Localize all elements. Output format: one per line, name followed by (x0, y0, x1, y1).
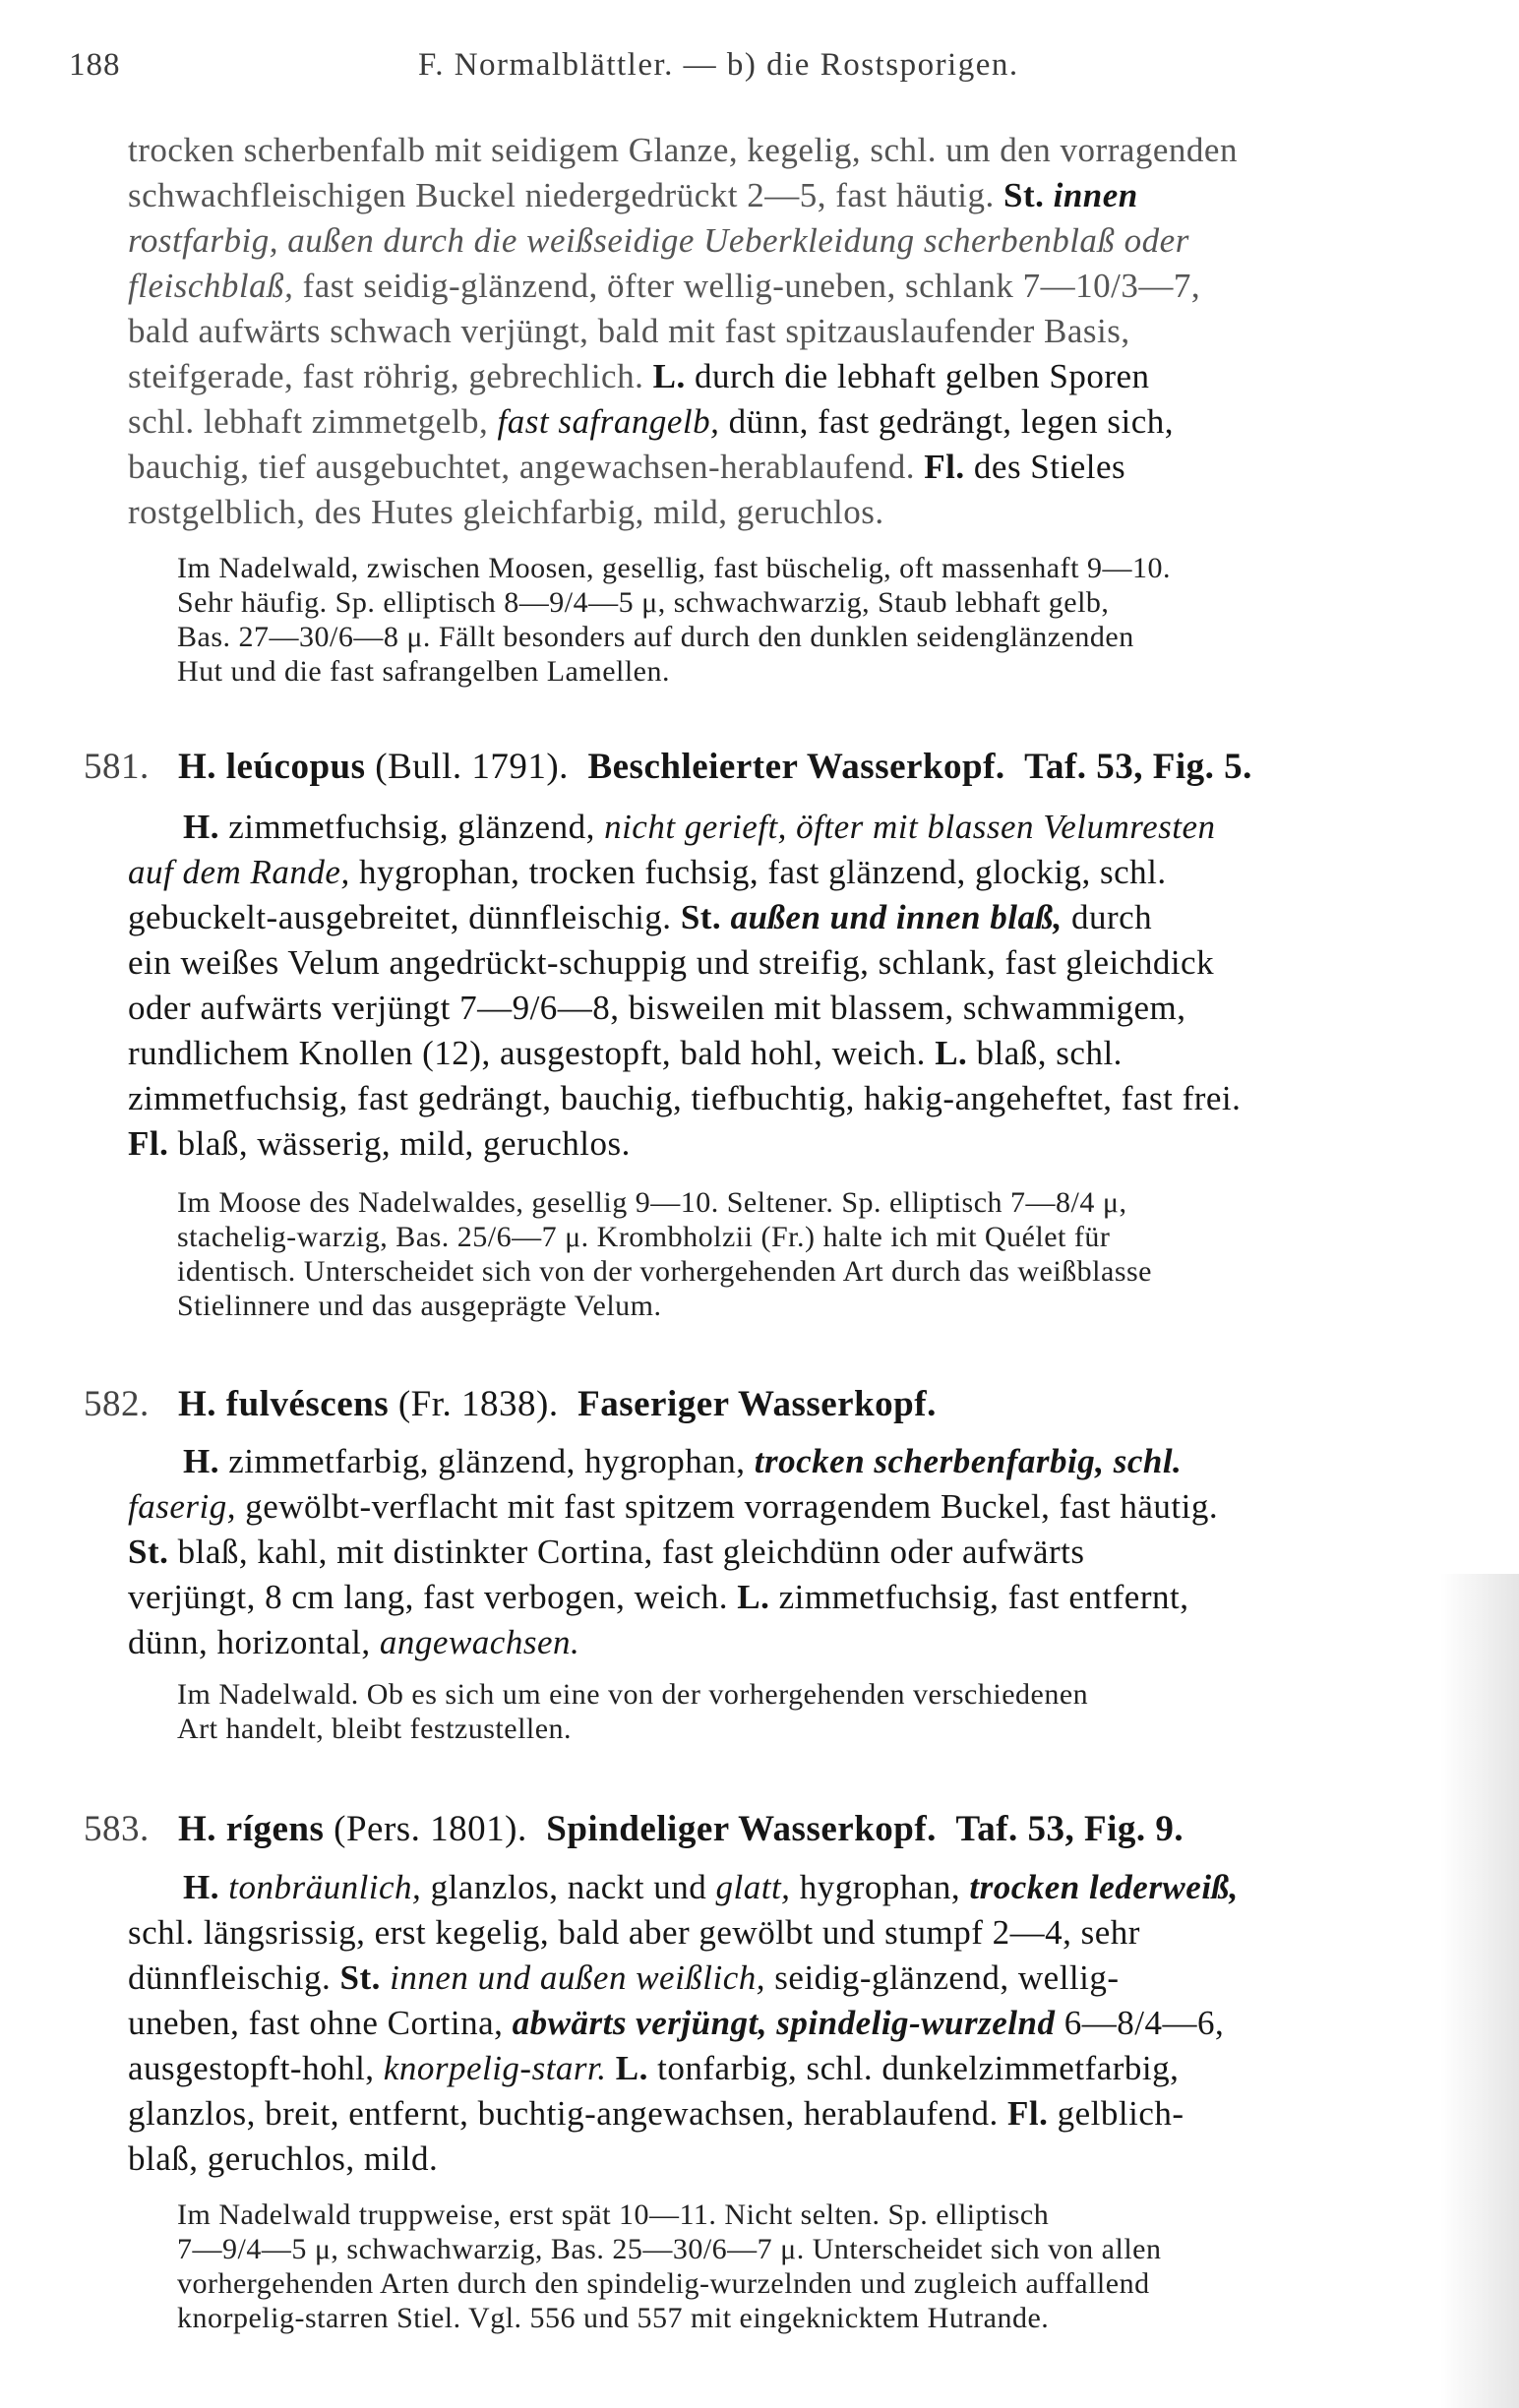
species-description-582: H. zimmetfarbig, glänzend, hygrophan, trocken scherbenfarbig, schl. faserig, gewölbt-verflacht mit fast spitzem vorragendem Buckel, fast häutig. St. blaß, kahl, mit distinkter Cortina, fast gleichdünn oder aufwärts verjüngt, 8 cm lang, fast verbogen, weich. L. zimmetfuchsig, fast entfernt, dünn, horizontal, angewachsen. (128, 1442, 1219, 1661)
species-author: (Bull. 1791). (375, 747, 569, 787)
species-author: (Fr. 1838). (397, 1384, 559, 1424)
continued-description (128, 128, 1461, 535)
text-line: rostfarbig, außen durch die weißseidige Ueberkleidung scherbenblaß oder (128, 221, 1189, 260)
habitat-note-583: Im Nadelwald truppweise, erst spät 10—11. Nicht selten. Sp. elliptisch 7—9/4—5 μ, schwachwarzig, Bas. 25—30/6—7 μ. Unterscheidet sich von allen vorhergehenden Arten durch den spindelig-wurzelnden und zugleich auffallend knorpelig-starren Stiel. Vgl. 556 und 557 mit eingeknicktem Hutrande. (177, 2198, 1162, 2334)
habitat-note-582: Im Nadelwald. Ob es sich um eine von der vorhergehenden verschiedenen Art handelt, bleibt festzustellen. (177, 1678, 1089, 1745)
entry-number: 582. (84, 1384, 150, 1424)
text-line: steifgerade, fast röhrig, gebrechlich. L. durch die lebhaft gelben Sporen (128, 357, 1150, 395)
note-line: Sehr häufig. Sp. elliptisch 8—9/4—5 μ, schwachwarzig, Staub lebhaft gelb, (177, 586, 1110, 619)
species-name: H. fulvéscens (178, 1384, 390, 1424)
text-line: schl. lebhaft zimmetgelb, fast safrangelb, dünn, fast gedrängt, legen sich, (128, 402, 1174, 441)
habitat-note-581: Im Moose des Nadelwaldes, gesellig 9—10. Seltener. Sp. elliptisch 7—8/4 μ, stachelig-warzig, Bas. 25/6—7 μ. Krombholzii (Fr.) halte ich mit Quélet für identisch. Unterscheidet sich von der vorhergehenden Art durch das weißblasse Stielinnere und das ausgeprägte Velum. (177, 1186, 1152, 1322)
note-line: Im Nadelwald, zwischen Moosen, gesellig, fast büschelig, oft massenhaft 9—10. (177, 552, 1171, 584)
text-line: rostgelblich, des Hutes gleichfarbig, mild, geruchlos. (128, 493, 884, 531)
species-author: (Pers. 1801). (334, 1809, 527, 1849)
common-name: Beschleierter Wasserkopf. (587, 747, 1005, 787)
entry-number: 581. (84, 747, 150, 787)
species-heading-581 (84, 744, 1417, 791)
text-line: schwachfleischigen Buckel niedergedrückt 2—5, fast häutig. St. innen (128, 176, 1138, 214)
species-description-583: H. tonbräunlich, glanzlos, nackt und glatt, hygrophan, trocken lederweiß, schl. längsrissig, erst kegelig, bald aber gewölbt und stumpf 2—4, sehr dünnfleischig. St. innen und außen weißlich, seidig-glänzend, wellig- uneben, fast ohne Cortina, abwärts verjüngt, spindelig-wurzelnd 6—8/4—6, ausgestopft-hohl, knorpelig-starr. L. tonfarbig, schl. dunkelzimmetfarbig, glanzlos, breit, entfernt, buchtig-angewachsen, herablaufend. Fl. gelblich- blaß, geruchlos, mild. (128, 1868, 1239, 2178)
page-number: 188 (69, 47, 121, 83)
page-edge-shadow (1440, 1574, 1519, 2408)
text-line: bald aufwärts schwach verjüngt, bald mit fast spitzauslaufender Basis, (128, 312, 1130, 350)
species-name: H. leúcopus (178, 747, 366, 787)
entry-number: 583. (84, 1809, 150, 1849)
text-line: bauchig, tief ausgebuchtet, angewachsen-herablaufend. Fl. des Stieles (128, 448, 1126, 486)
text-line: trocken scherbenfalb mit seidigem Glanze, kegelig, schl. um den vorragenden (128, 131, 1238, 169)
note-line: Hut und die fast safrangelben Lamellen. (177, 655, 670, 688)
note-line: Bas. 27—30/6—8 μ. Fällt besonders auf durch den dunklen seidenglänzenden (177, 621, 1134, 653)
common-name: Faseriger Wasserkopf. (577, 1384, 937, 1424)
common-name: Spindeliger Wasserkopf. (546, 1809, 937, 1849)
habitat-note (177, 551, 1461, 689)
species-name: H. rígens (178, 1809, 325, 1849)
species-description-581: H. zimmetfuchsig, glänzend, nicht gerieft, öfter mit blassen Velumresten auf dem Rande, hygrophan, trocken fuchsig, fast glänzend, glockig, schl. gebuckelt-ausgebreitet, dünnfleischig. St. außen und innen blaß, durch ein weißes Velum angedrückt-schuppig und streifig, schlank, fast gleichdick oder aufwärts verjüngt 7—9/6—8, bisweilen mit blassem, schwammigem, rundlichem Knollen (12), ausgestopft, bald hohl, weich. L. blaß, schl. zimmetfuchsig, fast gedrängt, bauchig, tiefbuchtig, hakig-angeheftet, fast frei. Fl. blaß, wässerig, mild, geruchlos. (128, 808, 1242, 1163)
species-heading-582 (84, 1381, 1417, 1428)
plate-reference: Taf. 53, Fig. 5. (1024, 747, 1252, 787)
species-heading-583 (84, 1806, 1417, 1853)
text-line: fleischblaß, fast seidig-glänzend, öfter wellig-uneben, schlank 7—10/3—7, (128, 267, 1201, 305)
running-title: F. Normalblättler. — b) die Rostsporigen. (418, 47, 1019, 83)
plate-reference: Taf. 53, Fig. 9. (955, 1809, 1185, 1849)
